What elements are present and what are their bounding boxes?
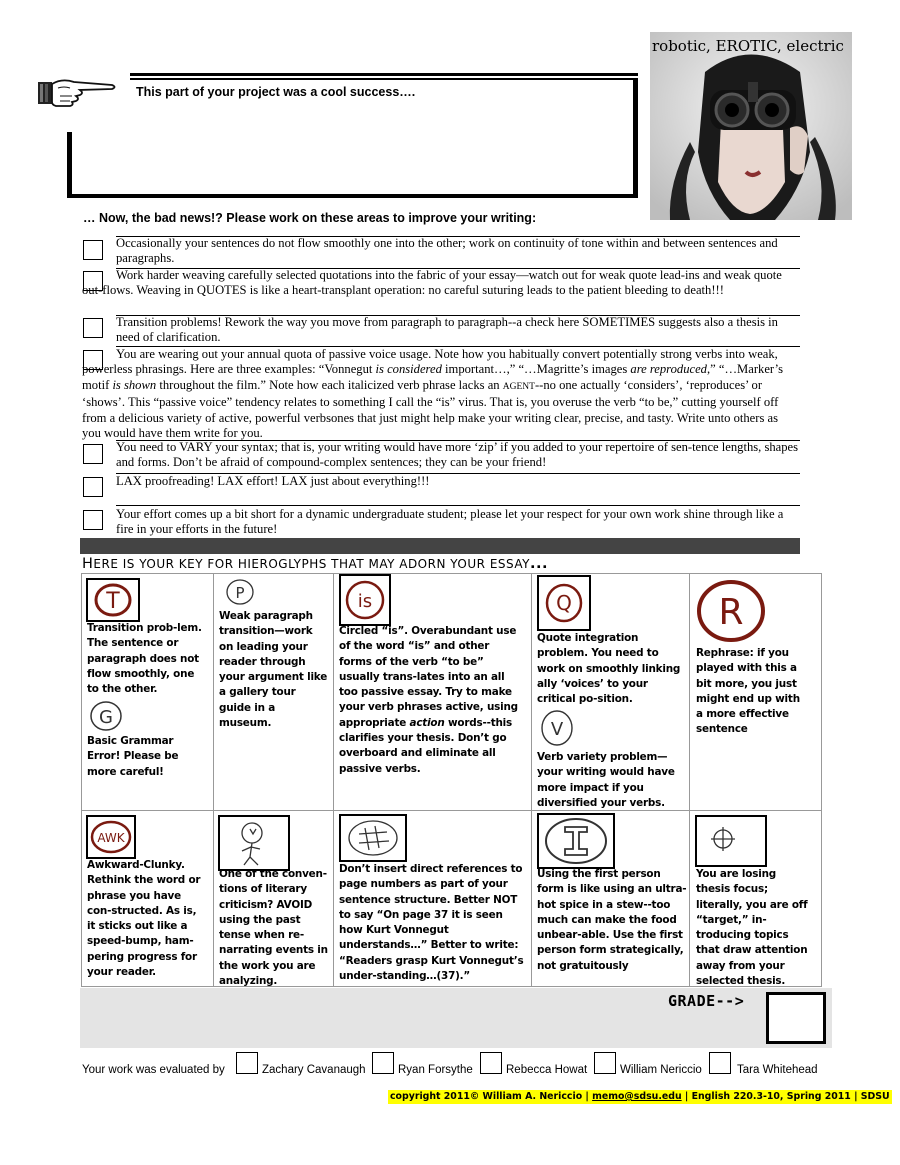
issue-text-2: Work harder weaving carefully selected quotations into the fabric of your essay—watch out for weak quote lead-ins and weak quote out-flows. Weaving in QUOTES is like a heart-transplant operation: no careful suturing leads to the patient bleeding to death!!! — [82, 268, 782, 298]
evaluator-name: Rebecca Howat — [506, 1064, 588, 1076]
first-person-glyph-icon — [537, 813, 615, 869]
person-desc: One of the conven-tions of literary criticism? AVOID using the past tense when re-narrating events in the work you are analyzing. — [219, 868, 328, 988]
issue-text-6: LAX proofreading! LAX effort! LAX just about everything!!! — [116, 474, 430, 488]
glyph-table-col-divider — [333, 573, 334, 987]
evaluator-name: William Nericcio — [620, 1064, 702, 1076]
page-number-desc: Don’t insert direct references to page numbers as part of your sentence structure. Better NOT to say “On page 37 it is seen how Kurt Vonnegut understands…” Better to write: “Readers grasp Kurt Vonnegut’s under-standing…(37).” — [339, 863, 524, 983]
transition-symbol: T — [106, 589, 120, 614]
key-title-first: H — [82, 556, 94, 572]
is-desc-a: Circled “is”. Overabundant use of the word “is” and other forms of the verb “to be” usually trans-lates into an all too passive essay. Try to make your verb phrases active, using appropriate — [339, 625, 518, 729]
glyph-table-row-divider — [81, 810, 822, 811]
header-photo — [650, 32, 852, 220]
issue-text-1: Occasionally your sentences do not flow smoothly one into the other; work on continuity of tone within and between sentences and paragraphs. — [116, 236, 778, 266]
evaluator-name: Ryan Forsythe — [398, 1064, 473, 1076]
glyph-table-col-divider — [531, 573, 532, 987]
is-desc-italic: action — [409, 716, 445, 729]
rephrase-glyph-icon — [695, 578, 767, 644]
issue-4-part-1: You are wearing out your annual quota of passive voice usage. Note how you habitually convert potentially strong verbs into weak, powerless phrasings. Here are three examples: “Vonnegut — [82, 347, 778, 377]
footer-copyright — [388, 1090, 892, 1104]
grammar-desc: Basic Grammar Error! Please be more careful! — [87, 735, 179, 778]
quote-symbol: Q — [556, 591, 572, 615]
target-glyph-icon — [695, 815, 767, 867]
verb-desc: Verb variety problem—your writing would have more impact if you diversified your verbs. — [537, 751, 675, 809]
issue-4-part-2: important…,” “…Magritte’s images — [441, 362, 631, 377]
issue-4-part-4: throughout the film.” Note how each italicized verb phrase lacks an — [156, 377, 503, 392]
issue-checkbox-5[interactable] — [83, 444, 103, 464]
copyright-text: copyright 2011© William A. Nericcio | — [390, 1091, 593, 1102]
issue-text-7: Your effort comes up a bit short for a dynamic undergraduate student; please let your respect for your own work shine through like a fire in your efforts in the future! — [116, 507, 784, 537]
issue-4-italic-2: are reproduced — [630, 362, 707, 377]
key-title — [82, 556, 548, 572]
issue-text-4 — [82, 347, 800, 441]
success-box-bottom-rule — [67, 194, 638, 198]
issue-4-italic-1: is considered — [375, 362, 442, 377]
success-text: This part of your project was a cool success…. — [136, 85, 416, 99]
evaluated-label: Your work was evaluated by — [82, 1064, 225, 1076]
evaluator-checkbox-howat[interactable] — [480, 1052, 502, 1074]
verb-glyph-icon — [539, 708, 575, 748]
issue-checkbox-7[interactable] — [83, 510, 103, 530]
is-symbol: is — [357, 591, 373, 612]
awkward-desc: Awkward-Clunky. Rethink the word or phrase you have con-structed. As is, it sticks out like a speed-bump, ham-pering progress for your reader. — [87, 859, 201, 979]
transition-glyph-icon — [86, 578, 140, 622]
verb-symbol: V — [550, 719, 564, 740]
awkward-symbol: AWK — [97, 831, 125, 845]
glyph-table-col-divider — [689, 573, 690, 987]
issue-4-part-5: --no one actually ‘considers’, ‘reproduces’ or ‘shows’. This “passive voice” tendency relates to something I call the “is” virus. That is, you overuse the verb “to be,” cutting yourself off from a delicious variety of active, powerful verbsones that just might help make your writing clear, precise, and tasty. Write unto others as you would have them write for you. — [82, 377, 779, 441]
issue-4-italic-3: is shown — [112, 377, 157, 392]
key-title-end: ... — [529, 556, 548, 572]
section-divider-bar — [80, 538, 800, 554]
rephrase-desc: Rephrase: if you played with this a bit more, you just might end up with a more effective sentence — [696, 647, 800, 736]
evaluator-name: Tara Whitehead — [737, 1064, 818, 1076]
issue-checkbox-6[interactable] — [83, 477, 103, 497]
success-box-top-rule — [130, 73, 638, 76]
evaluator-checkbox-cavanaugh[interactable] — [236, 1052, 258, 1074]
target-desc: You are losing thesis focus; literally, you are off “target,” in-troducing topics that draw attention away from your selected thesis. — [696, 868, 808, 988]
success-box-right-rule — [633, 78, 638, 198]
quote-glyph-icon — [537, 575, 591, 631]
quote-desc: Quote integration problem. You need to work on smoothly linking ally ‘voices’ to your critical po-sition. — [537, 632, 681, 706]
success-writing-area[interactable] — [74, 100, 630, 192]
key-title-rest: ERE IS YOUR KEY FOR HIEROGLYPHS THAT MAY ADORN YOUR ESSAY — [93, 557, 530, 571]
issue-text-3: Transition problems! Rework the way you move from paragraph to paragraph--a check here SOMETIMES suggests also a thesis in need of clarification. — [116, 315, 778, 345]
issue-4-smallcaps: AGENT — [502, 381, 535, 392]
course-text: | English 220.3-10, Spring 2011 | SDSU — [681, 1091, 890, 1102]
photo-caption: robotic, EROTIC, electric — [652, 37, 844, 55]
paragraph-symbol: P — [235, 584, 245, 602]
evaluator-checkbox-nericcio[interactable] — [594, 1052, 616, 1074]
first-person-symbol: I — [539, 815, 540, 816]
is-glyph-icon — [339, 574, 391, 626]
issue-text-5: You need to VARY your syntax; that is, your writing would have more ‘zip’ if you added to your repertoire of sen-tence lengths, shapes and forms. Don’t be afraid of compound-complex sentences; they can be your friend! — [116, 440, 799, 470]
evaluator-checkbox-whitehead[interactable] — [709, 1052, 731, 1074]
person-glyph-icon — [218, 815, 290, 871]
rephrase-symbol: R — [718, 592, 744, 633]
is-desc-b: words--this clarifies your thesis. Don’t go overboard and eliminate all passive verbs. — [339, 716, 513, 775]
grammar-symbol: G — [99, 707, 113, 728]
issue-4-part-3: ,” “…Marker’s motif — [82, 362, 783, 392]
grade-label: GRADE--> — [668, 992, 745, 1010]
evaluator-name: Zachary Cavanaugh — [262, 1064, 366, 1076]
issue-checkbox-1[interactable] — [83, 240, 103, 260]
grade-box[interactable] — [766, 992, 826, 1044]
success-box-top-rule-2 — [130, 78, 638, 80]
success-box-left-rule — [67, 132, 72, 198]
paragraph-desc: Weak paragraph transition—work on leading your reader through your argument like a gallery tour guide in a museum. — [219, 610, 328, 730]
first-person-desc: Using the first person form is like using an ultra-hot spice in a stew--too much can make the food unbear-able. Use the first person form strategically, not gratuitously — [537, 868, 687, 972]
awkward-glyph-icon — [86, 815, 136, 859]
bad-news-heading: … Now, the bad news!? Please work on these areas to improve your writing: — [83, 211, 537, 225]
page-number-glyph-icon — [339, 814, 407, 862]
is-desc — [339, 624, 525, 777]
transition-desc: Transition prob-lem. The sentence or paragraph does not flow smoothly, one to the other. — [87, 622, 202, 696]
evaluator-checkbox-forsythe[interactable] — [372, 1052, 394, 1074]
issue-checkbox-3[interactable] — [83, 318, 103, 338]
grammar-glyph-icon — [86, 697, 126, 735]
glyph-table-col-divider — [213, 573, 214, 987]
email-link[interactable]: memo@sdsu.edu — [592, 1091, 682, 1102]
paragraph-glyph-icon — [220, 577, 260, 607]
issue-divider — [116, 505, 800, 506]
